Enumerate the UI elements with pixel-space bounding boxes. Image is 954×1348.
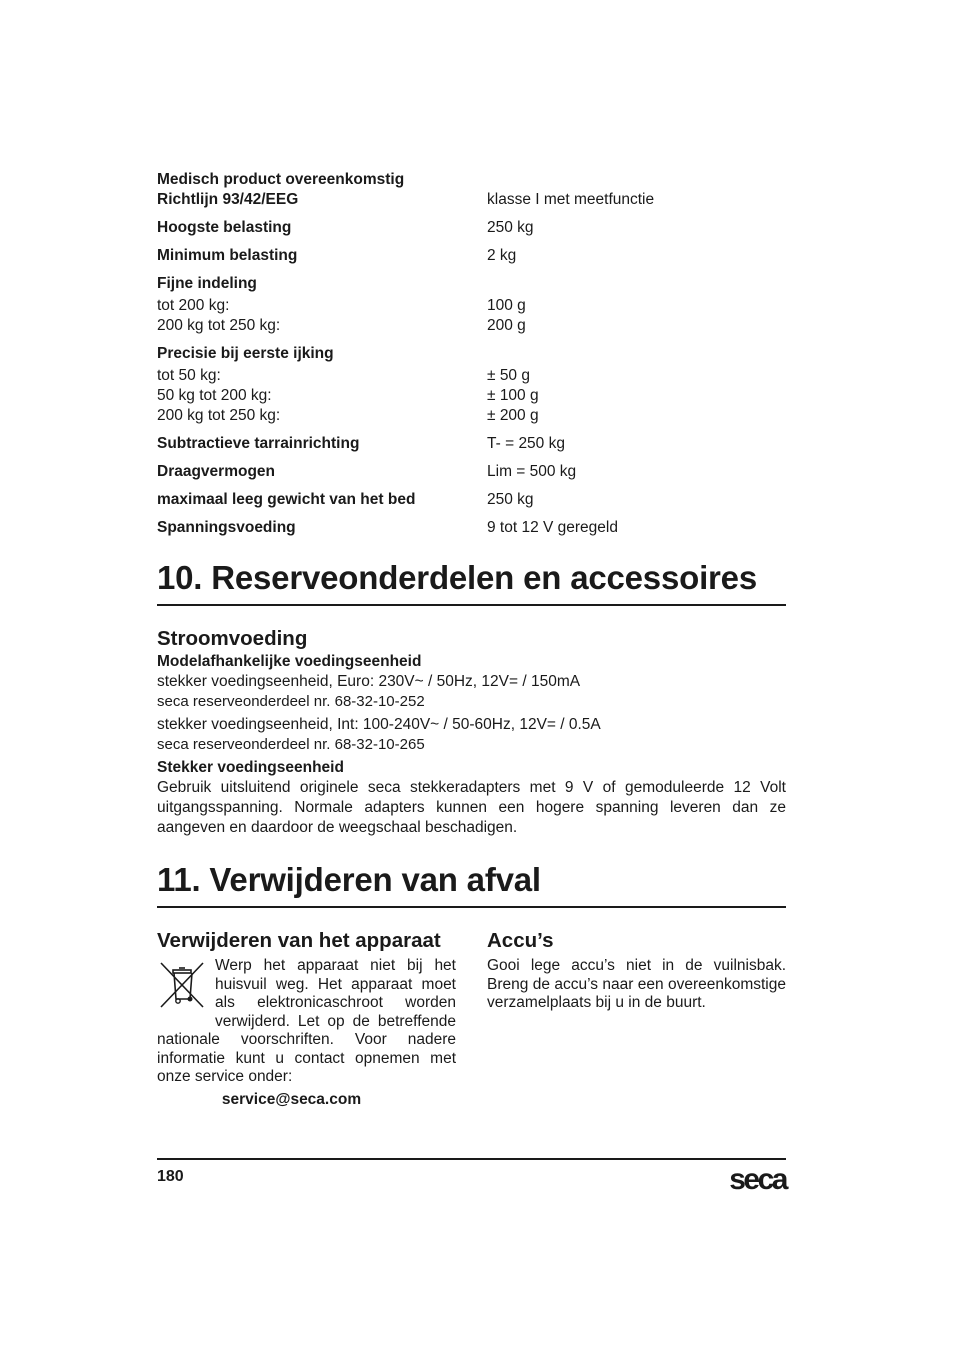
spec-value: 250 kg	[487, 491, 534, 508]
spec-label: 50 kg tot 200 kg:	[157, 387, 272, 404]
spec-min-load	[157, 246, 786, 266]
spec-power-supply	[157, 518, 786, 538]
spec-label: Richtlijn 93/42/EEG	[157, 191, 299, 208]
adapter-line: stekker voedingseenheid, Int: 100-240V~ / 50-60Hz, 12V= / 0.5A	[157, 716, 601, 733]
spec-label: maximaal leeg gewicht van het bed	[157, 491, 416, 508]
spec-value: 200 g	[487, 317, 526, 334]
spec-value: T- = 250 kg	[487, 435, 565, 452]
spec-subrow	[157, 316, 786, 336]
spec-label: Minimum belasting	[157, 247, 298, 264]
spec-label: 200 kg tot 250 kg:	[157, 407, 281, 424]
section-10-title: 10. Reserveonderdelen en accessoires	[157, 558, 786, 606]
service-email-link[interactable]: service@seca.com	[221, 1090, 362, 1108]
spec-value: 2 kg	[487, 247, 517, 264]
power-supply-section	[157, 626, 786, 838]
spec-capacity	[157, 462, 786, 482]
spec-value: klasse I met meetfunctie	[487, 191, 655, 208]
spec-value: ± 100 g	[487, 387, 539, 404]
spec-subrow	[157, 386, 786, 406]
spec-precision	[157, 344, 786, 426]
spec-group-title: Precisie bij eerste ijking	[157, 345, 334, 362]
device-disposal-heading: Verwijderen van het apparaat	[157, 929, 441, 952]
spec-subrow	[157, 296, 786, 316]
plug-text: Gebruik uitsluitend originele seca stekkeradapters met 9 V of gemoduleerde 12 Volt uitgangsspanning. Normale adapters kunnen een hogere spanning leveren dan ze aangeven en daardoor de weegschaal beschadigen.	[157, 779, 786, 836]
device-disposal-text: Werp het apparaat niet bij het huisvuil weg. Het apparaat moet als elektronicaschroot worden verwijderd. Let op de betreffende nationale voorschriften. Voor nadere informatie kunt u contact opnemen met onze service onder:	[157, 957, 456, 1085]
spec-label: Spanningsvoeding	[157, 519, 296, 536]
battery-disposal-heading: Accu’s	[487, 929, 554, 952]
spec-group-title: Fijne indeling	[157, 275, 257, 292]
spec-label: tot 200 kg:	[157, 297, 230, 314]
spare-part-number: seca reserveonderdeel nr. 68-32-10-265	[157, 736, 425, 753]
spec-graduation	[157, 274, 786, 336]
plug-heading: Stekker voedingseenheid	[157, 759, 344, 776]
page-content	[157, 170, 786, 1109]
page-number: 180	[157, 1168, 184, 1185]
spec-value: 9 tot 12 V geregeld	[487, 519, 618, 536]
spec-value: 250 kg	[487, 219, 534, 236]
disposal-columns	[157, 928, 786, 1109]
adapter-line: stekker voedingseenheid, Euro: 230V~ / 50Hz, 12V= / 150mA	[157, 673, 581, 690]
battery-disposal	[487, 928, 786, 1109]
crossed-out-wheelie-bin-icon	[157, 959, 207, 1011]
spec-value: 100 g	[487, 297, 526, 314]
spec-label: tot 50 kg:	[157, 367, 221, 384]
page-footer	[157, 1158, 786, 1196]
spec-label: 200 kg tot 250 kg:	[157, 317, 281, 334]
spec-bed-weight	[157, 490, 786, 510]
spec-label: Medisch product overeenkomstig	[157, 171, 405, 188]
spec-value: ± 200 g	[487, 407, 539, 424]
spec-label: Hoogste belasting	[157, 219, 292, 236]
spec-tare	[157, 434, 786, 454]
spec-subrow	[157, 406, 786, 426]
spec-medical-product	[157, 170, 786, 210]
technical-specs	[157, 170, 786, 538]
spec-max-load	[157, 218, 786, 238]
model-heading: Modelafhankelijke voedingseenheid	[157, 653, 422, 670]
spare-part-number: seca reserveonderdeel nr. 68-32-10-252	[157, 693, 425, 710]
seca-logo: seca	[729, 1163, 786, 1196]
spec-value: ± 50 g	[487, 367, 530, 384]
spec-value: Lim = 500 kg	[487, 463, 577, 480]
power-supply-heading: Stroomvoeding	[157, 627, 308, 650]
spec-subrow	[157, 366, 786, 386]
device-disposal	[157, 928, 456, 1109]
section-11-title: 11. Verwijderen van afval	[157, 860, 786, 908]
battery-disposal-text: Gooi lege accu’s niet in de vuilnisbak. Breng de accu’s naar een overeenkomstige verzamelplaats bij u in de buurt.	[487, 957, 786, 1011]
spec-label: Subtractieve tarrainrichting	[157, 435, 360, 452]
spec-label: Draagvermogen	[157, 463, 276, 480]
